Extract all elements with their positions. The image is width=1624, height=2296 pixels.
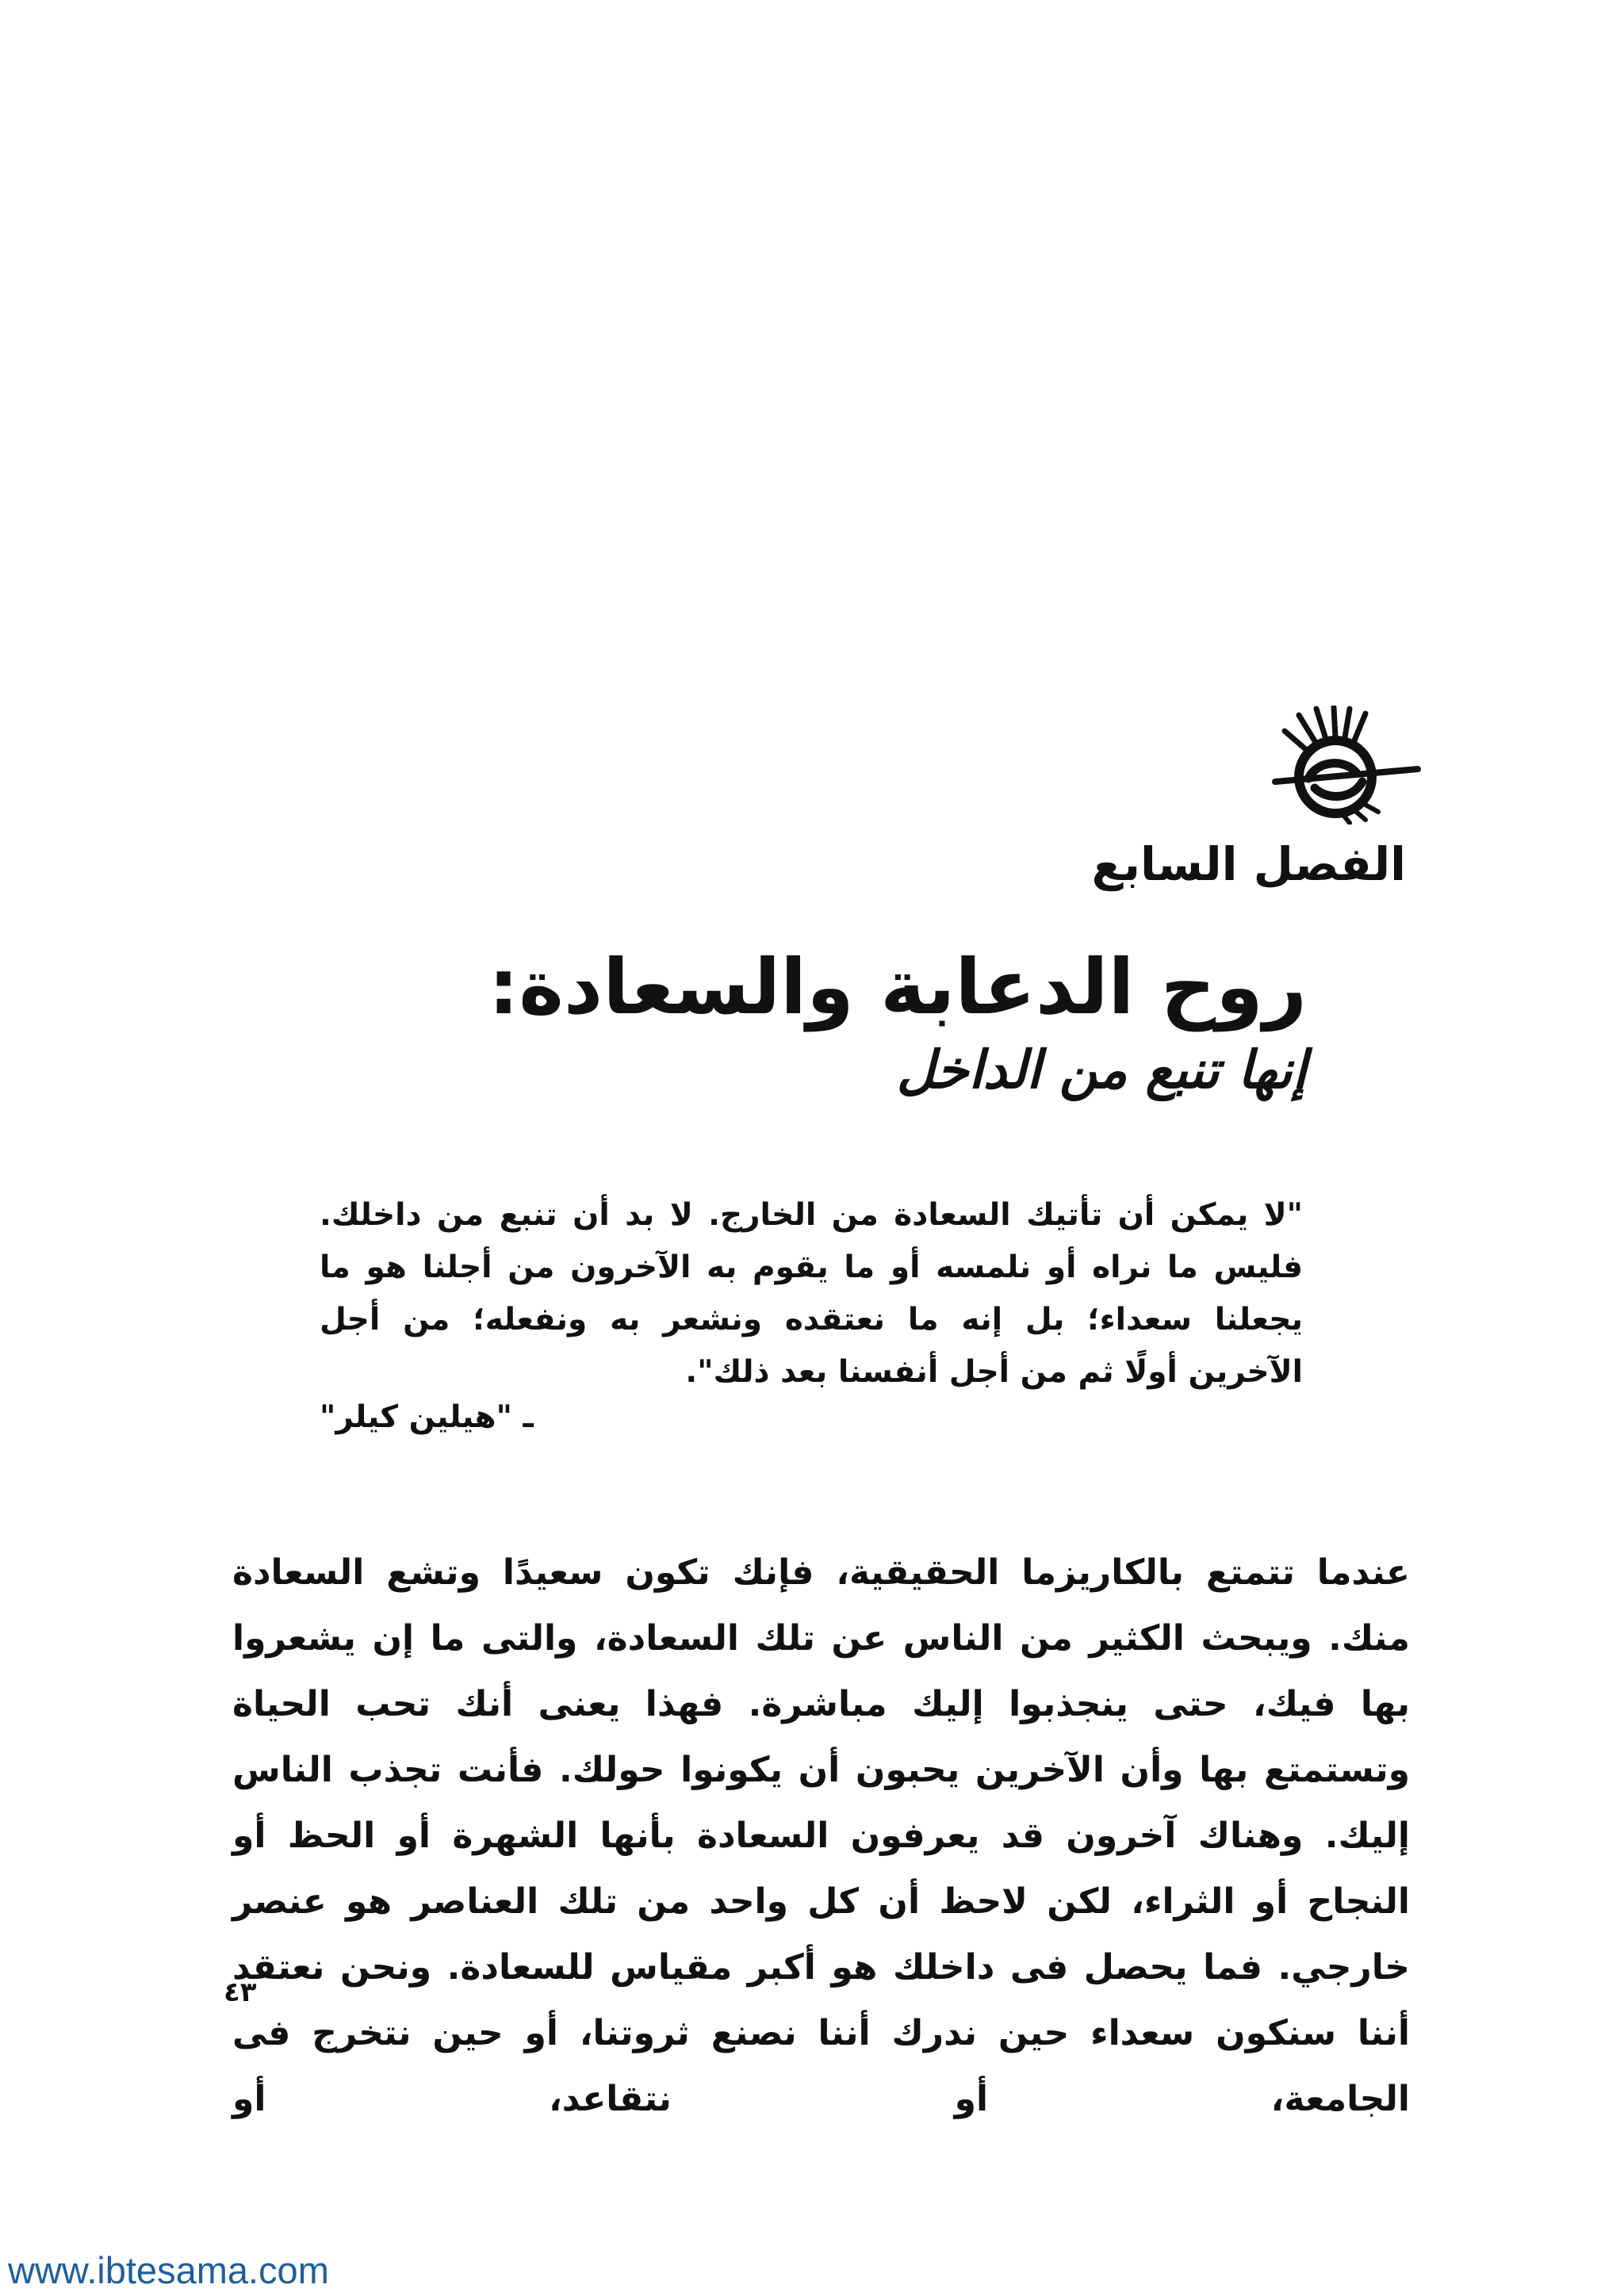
body-paragraph: عندما تتمتع بالكاريزما الحقيقية، فإنك تكون سعيدًا وتشع السعادة منك. ويبحث الكثير من الناس عن تلك السعادة، والتى ما إن يشعروا بها فيك، حتى ينجذبوا إليك مباشرة. فهذا يعنى أنك تحب الحياة وتستمتع بها وأن الآخرين يحبون أن يكونوا حولك. فأنت تجذب الناس إليك. وهناك آخرون قد يعرفون السعادة بأنها الشهرة أو الحظ أو النجاح أو الثراء، لكن لاحظ أن كل واحد من تلك العناصر هو عنصر خارجي. فما يحصل فى داخلك هو أكبر مقياس للسعادة. ونحن نعتقد أننا سنكون سعداء حين ندرك أننا نصنع ثروتنا، أو حين نتخرج فى الجامعة، أو نتقاعد، أو	[232, 1552, 1410, 2119]
epigraph-quote: "لا يمكن أن تأتيك السعادة من الخارج. لا بد أن تنبع من داخلك. فليس ما نراه أو نلمسه أو ما يقوم به الآخرون من أجلنا هو ما يجعلنا سعداء؛ بل إنه ما نعتقده ونشعر به ونفعله؛ من أجل الآخرين أولًا ثم من أجل أنفسنا بعد ذلك".	[320, 1197, 1303, 1390]
watermark-link[interactable]: www.ibtesama.com	[8, 2249, 329, 2291]
chapter-label: الفصل السابع	[1091, 837, 1406, 891]
epigraph-attribution: ـ "هيلين كيلر"	[320, 1399, 534, 1435]
page-number: ٤٣	[224, 1976, 257, 2008]
chapter-subtitle: إنها تنبع من الداخل	[896, 1039, 1307, 1100]
chapter-title: روح الدعابة والسعادة:	[488, 943, 1307, 1031]
sunburst-emblem-icon	[1267, 706, 1423, 825]
